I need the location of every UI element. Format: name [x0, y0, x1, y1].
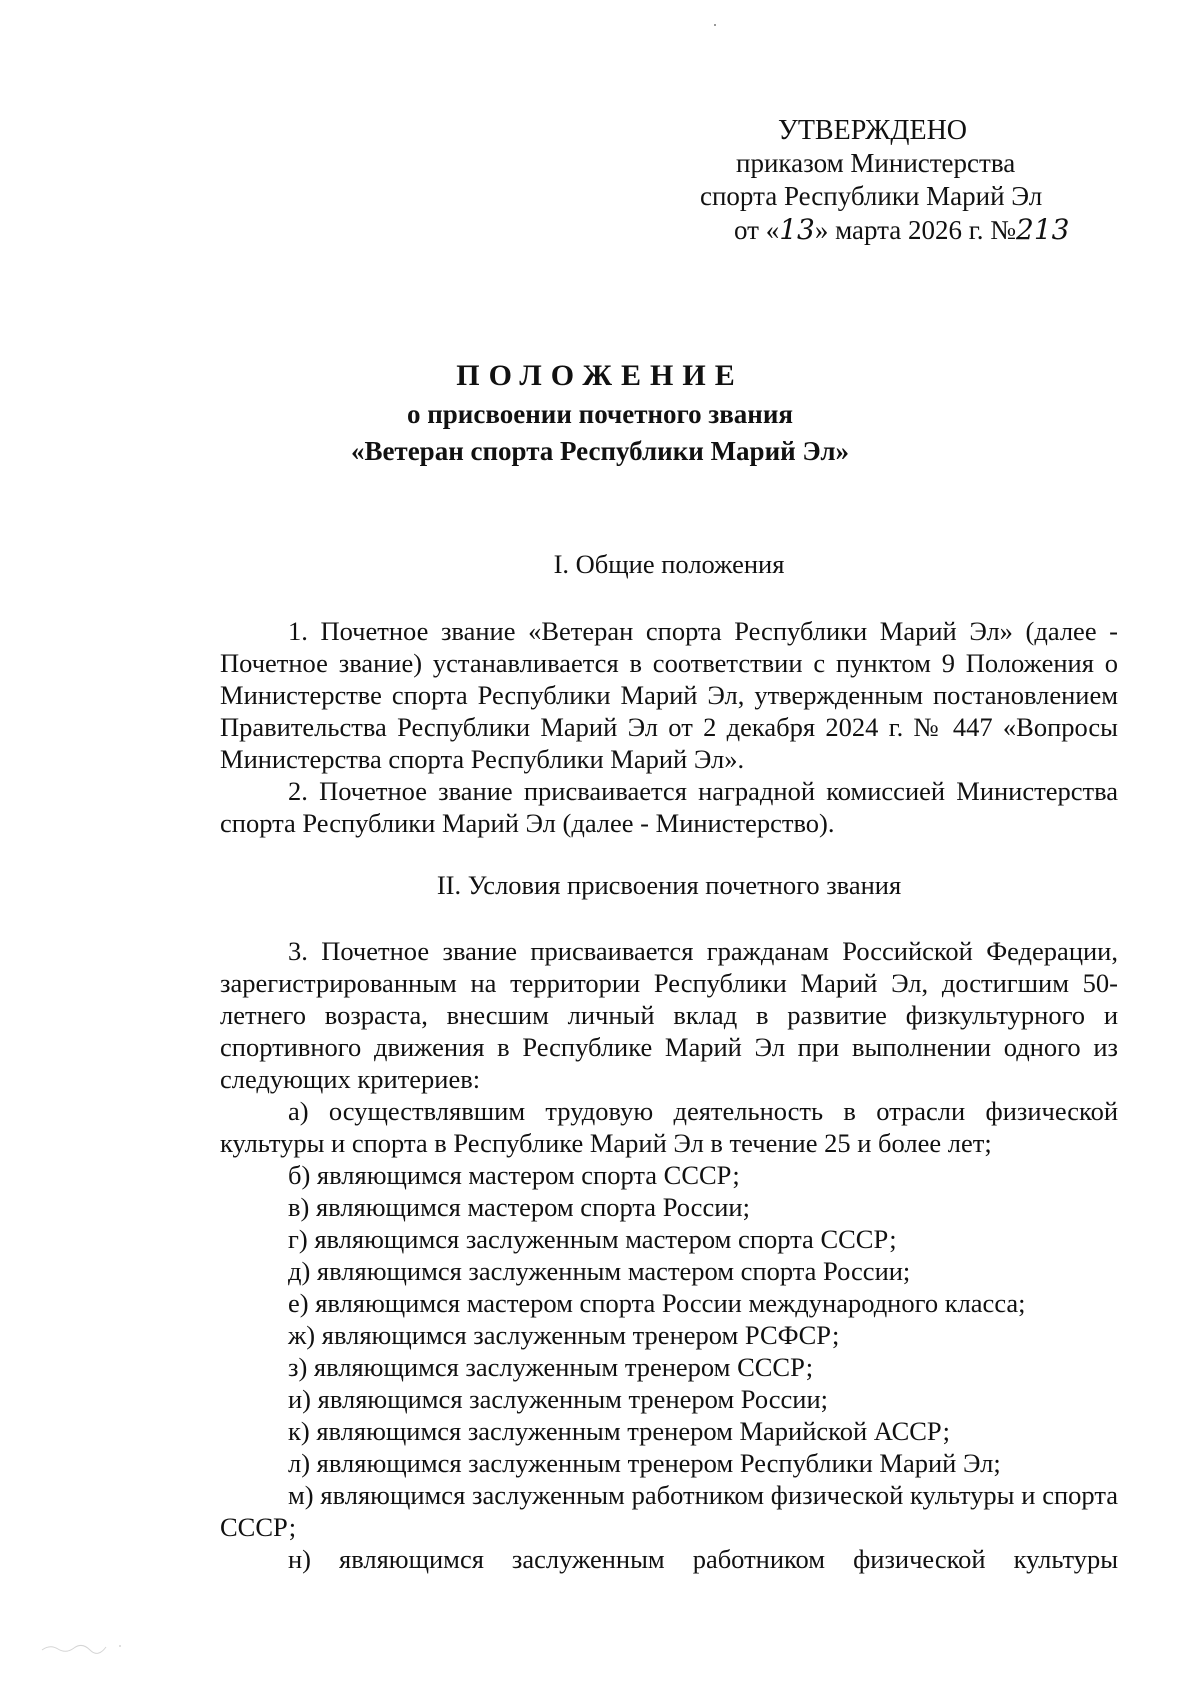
scan-dot — [714, 24, 716, 26]
handwritten-day: 13 — [779, 213, 815, 246]
document-title — [0, 356, 1200, 470]
criteria-item: л) являющимся заслуженным тренером Республики Марий Эл; — [288, 1448, 1001, 1478]
approval-stamp — [700, 114, 1120, 247]
scan-artifact — [40, 1640, 130, 1654]
approval-heading: УТВЕРЖДЕНО — [778, 115, 968, 146]
approval-line-ministry: спорта Республики Марий Эл — [700, 181, 1043, 211]
criteria-item: г) являющимся заслуженным мастером спорта СССР; — [288, 1224, 897, 1254]
criteria-item: в) являющимся мастером спорта России; — [288, 1192, 750, 1222]
criteria-item: а) осуществлявшим трудовую деятельность в отрасли физической культуры и спорта в Республике Марий Эл в течение 25 и более лет; — [220, 1096, 1118, 1158]
paragraph-3: 3. Почетное звание присваивается гражданам Российской Федерации, зарегистрированным на территории Республики Марий Эл, достигшим 50-летнего возраста, внесшим личный вклад в развитие физкультурного и спортивного движения в Республике Марий Эл при выполнении одного из следующих критериев: — [220, 936, 1118, 1094]
criteria-item: к) являющимся заслуженным тренером Марийской АССР; — [288, 1416, 951, 1446]
title-main: ПОЛОЖЕНИЕ — [456, 359, 744, 392]
approval-line-order: приказом Министерства — [736, 148, 1016, 178]
document-body — [220, 548, 1118, 1575]
date-prefix: от « — [734, 215, 780, 245]
criteria-item: ж) являющимся заслуженным тренером РСФСР; — [288, 1320, 840, 1350]
paragraph-1: 1. Почетное звание «Ветеран спорта Республики Марий Эл» (далее - Почетное звание) устанавливается в соответствии с пунктом 9 Положения о Министерстве спорта Республики Марий Эл, утвержденным постановлением Правительства Республики Марий Эл от 2 декабря 2024 г. № 447 «Вопросы Министерства спорта Республики Марий Эл». — [220, 616, 1118, 774]
approval-date-line — [700, 213, 1120, 247]
criteria-item: и) являющимся заслуженным тренером России; — [288, 1384, 829, 1414]
criteria-item: д) являющимся заслуженным мастером спорта России; — [288, 1256, 911, 1286]
section-1-heading: I. Общие положения — [553, 549, 785, 579]
criteria-item: н) являющимся заслуженным работником физической культуры — [288, 1544, 1118, 1574]
criteria-item: м) являющимся заслуженным работником физической культуры и спорта СССР; — [220, 1480, 1118, 1542]
criteria-item: з) являющимся заслуженным тренером СССР; — [288, 1352, 814, 1382]
handwritten-number: 213 — [1016, 213, 1070, 246]
criteria-item: б) являющимся мастером спорта СССР; — [288, 1160, 740, 1190]
title-line-3: «Ветеран спорта Республики Марий Эл» — [350, 436, 850, 466]
paragraph-2: 2. Почетное звание присваивается наградной комиссией Министерства спорта Республики Марий Эл (далее - Министерство). — [220, 776, 1118, 838]
section-2-heading: II. Условия присвоения почетного звания — [436, 870, 902, 900]
title-line-2: о присвоении почетного звания — [406, 399, 794, 429]
date-middle: » марта 2026 г. № — [814, 215, 1017, 245]
criteria-item: е) являющимся мастером спорта России международного класса; — [288, 1288, 1026, 1318]
